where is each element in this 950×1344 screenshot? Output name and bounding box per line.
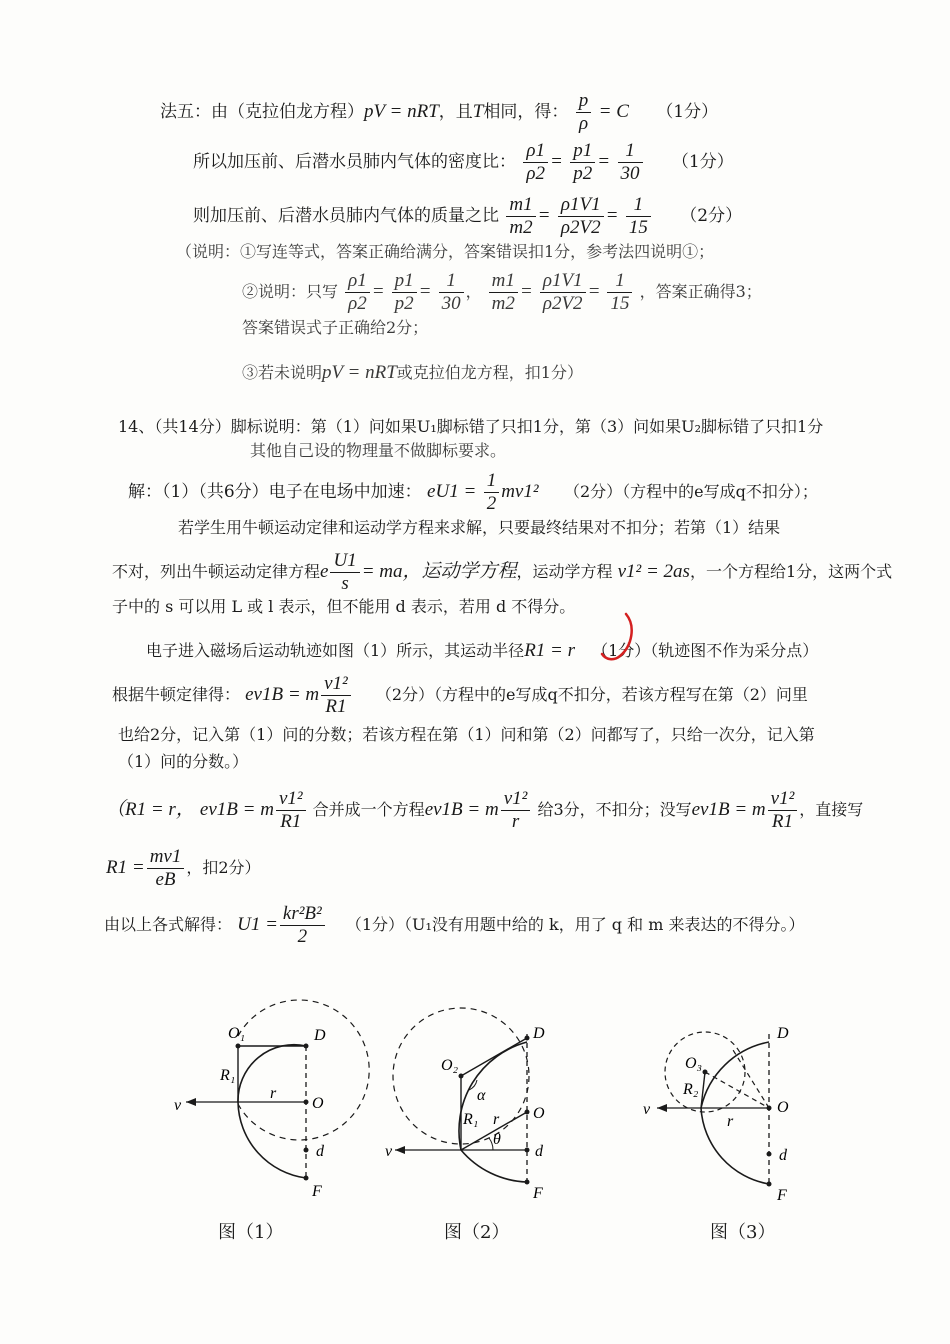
- svg-text:d: d: [316, 1143, 324, 1160]
- svg-text:R₁: R₁: [220, 1067, 236, 1084]
- svg-text:O: O: [777, 1099, 789, 1116]
- figure-1: [160, 990, 360, 1224]
- figure-1-caption: 图（1）: [218, 1222, 284, 1243]
- method5-line1: 法五：由（克拉伯龙方程）pV = nRT，且T相同，得： $\frac{p}{\rho}$ = C （1分）: [160, 90, 719, 134]
- svg-text:O₁: O₁: [228, 1025, 246, 1042]
- fraction: $\frac{p}{\rho}$: [576, 90, 592, 135]
- q14-header-2: 其他自己设的物理量不做脚标要求。: [250, 441, 507, 460]
- q14-solution-line: 解：（1）（共6分）电子在电场中加速： eU1 = $\frac{1}{2}$ mv1² （2分）（方程中的e写成q不扣分）；: [128, 470, 818, 514]
- q14-para8: （R1 = r， ev1B = m $\frac{\text{v1²}}{R1}$ 合并成一个方程ev1B = m $\frac{\text{v1²}}{r}$ 给3分，不扣分；没写ev1B = m $\frac{\text{v1²}}{R1}$ ，直接写: [106, 788, 864, 832]
- q14-header-1: 14、（共14分）脚标说明：第（1）问如果U₁脚标错了只扣1分，第（3）问如果U₂脚标错了只扣1分: [118, 417, 824, 436]
- svg-text:O: O: [312, 1095, 324, 1112]
- method5-line2: 所以加压前、后潜水员肺内气体的密度比： $\frac{\rho 1}{\rho 2}$ = $\frac{p1}{p2}$ = $\frac{1}{30}$ （1分）: [193, 140, 734, 184]
- svg-text:d: d: [779, 1147, 787, 1164]
- svg-text:θ: θ: [493, 1131, 501, 1148]
- red-check-mark: [596, 608, 646, 668]
- svg-text:F: F: [312, 1183, 322, 1200]
- q14-para2: 不对，列出牛顿运动定律方程e $\frac{U1}{s}$ = ma，运动学方程，运动学方程 v1² = 2as，一个方程给1分，这两个式: [112, 550, 893, 594]
- figure-3: [635, 990, 835, 1224]
- note-2: ②说明：只写 $\frac{\rho 1}{\rho 2}$ = $\frac{p1}{p2}$ = $\frac{1}{30}$ ， $\frac{m1}{m2}$ = $\frac{\rho 1V1}{\rho 2V2}$ = $\frac{1}{15}$ ，答案正确得3；: [242, 270, 762, 314]
- trajectory-arc: [238, 1045, 306, 1178]
- svg-text:d: d: [535, 1143, 543, 1160]
- note-1: （说明：①写连等式，答案正确给满分，答案错误扣1分，参考法四说明①；: [176, 242, 715, 261]
- trajectory-arc: [701, 1042, 769, 1184]
- svg-text:r: r: [727, 1113, 734, 1130]
- method5-line3: 则加压前、后潜水员肺内气体的质量之比 $\frac{m1}{m2}$ = $\frac{\rho 1V1}{\rho 2V2}$ = $\frac{1}{15}$ （2分）: [193, 194, 743, 238]
- svg-text:r: r: [493, 1111, 500, 1128]
- q14-para4: 电子进入磁场后运动轨迹如图（1）所示，其运动半径R1 = r （1分）（轨迹图不作为采分点）: [146, 640, 819, 661]
- q14-para6: 也给2分，记入第（1）问的分数；若该方程在第（1）问和第（2）问都写了，只给一次分，记入第: [118, 725, 815, 744]
- svg-text:O₃: O₃: [685, 1055, 703, 1072]
- note-4: ③若未说明pV = nRT或克拉伯龙方程，扣1分）: [242, 362, 583, 383]
- q14-para10: 由以上各式解得： U1 = $\frac{\text{kr²B²}}{2}$ （1分）（U₁没有用题中给的 k，用了 q 和 m 来表达的不得分。）: [104, 903, 805, 947]
- svg-text:D: D: [777, 1025, 789, 1042]
- svg-text:D: D: [533, 1025, 545, 1042]
- dashed-circle: [238, 1000, 369, 1140]
- q14-para1: 若学生用牛顿运动定律和运动学方程来求解，只要最终结果对不扣分；若第（1）结果: [178, 518, 781, 537]
- note-3: 答案错误式子正确给2分；: [242, 318, 429, 337]
- svg-text:v: v: [643, 1101, 651, 1118]
- figure-2: [385, 990, 585, 1224]
- q14-para3: 子中的 s 可以用 L 或 l 表示，但不能用 d 表示，若用 d 不得分。: [112, 597, 576, 616]
- q14-para9: R1 = $\frac{mv1}{eB}$ ，扣2分）: [106, 846, 261, 890]
- figure-2-caption: 图（2）: [444, 1222, 510, 1243]
- figure-3-caption: 图（3）: [710, 1222, 776, 1243]
- svg-text:r: r: [270, 1085, 277, 1102]
- svg-text:R₂: R₂: [683, 1081, 699, 1098]
- svg-text:F: F: [777, 1187, 787, 1204]
- q14-para5: 根据牛顿定律得： ev1B = m $\frac{\text{v1²}}{R1}$ （2分）（方程中的e写成q不扣分，若该方程写在第（2）问里: [112, 673, 808, 717]
- svg-text:F: F: [533, 1185, 543, 1202]
- svg-text:α: α: [477, 1087, 486, 1104]
- svg-text:O: O: [533, 1105, 545, 1122]
- svg-text:R₁: R₁: [463, 1111, 479, 1128]
- svg-text:O₂: O₂: [441, 1057, 459, 1074]
- svg-text:v: v: [385, 1143, 393, 1160]
- svg-text:D: D: [314, 1027, 326, 1044]
- svg-text:v: v: [174, 1097, 182, 1114]
- q14-para7: （1）问的分数。）: [118, 752, 249, 771]
